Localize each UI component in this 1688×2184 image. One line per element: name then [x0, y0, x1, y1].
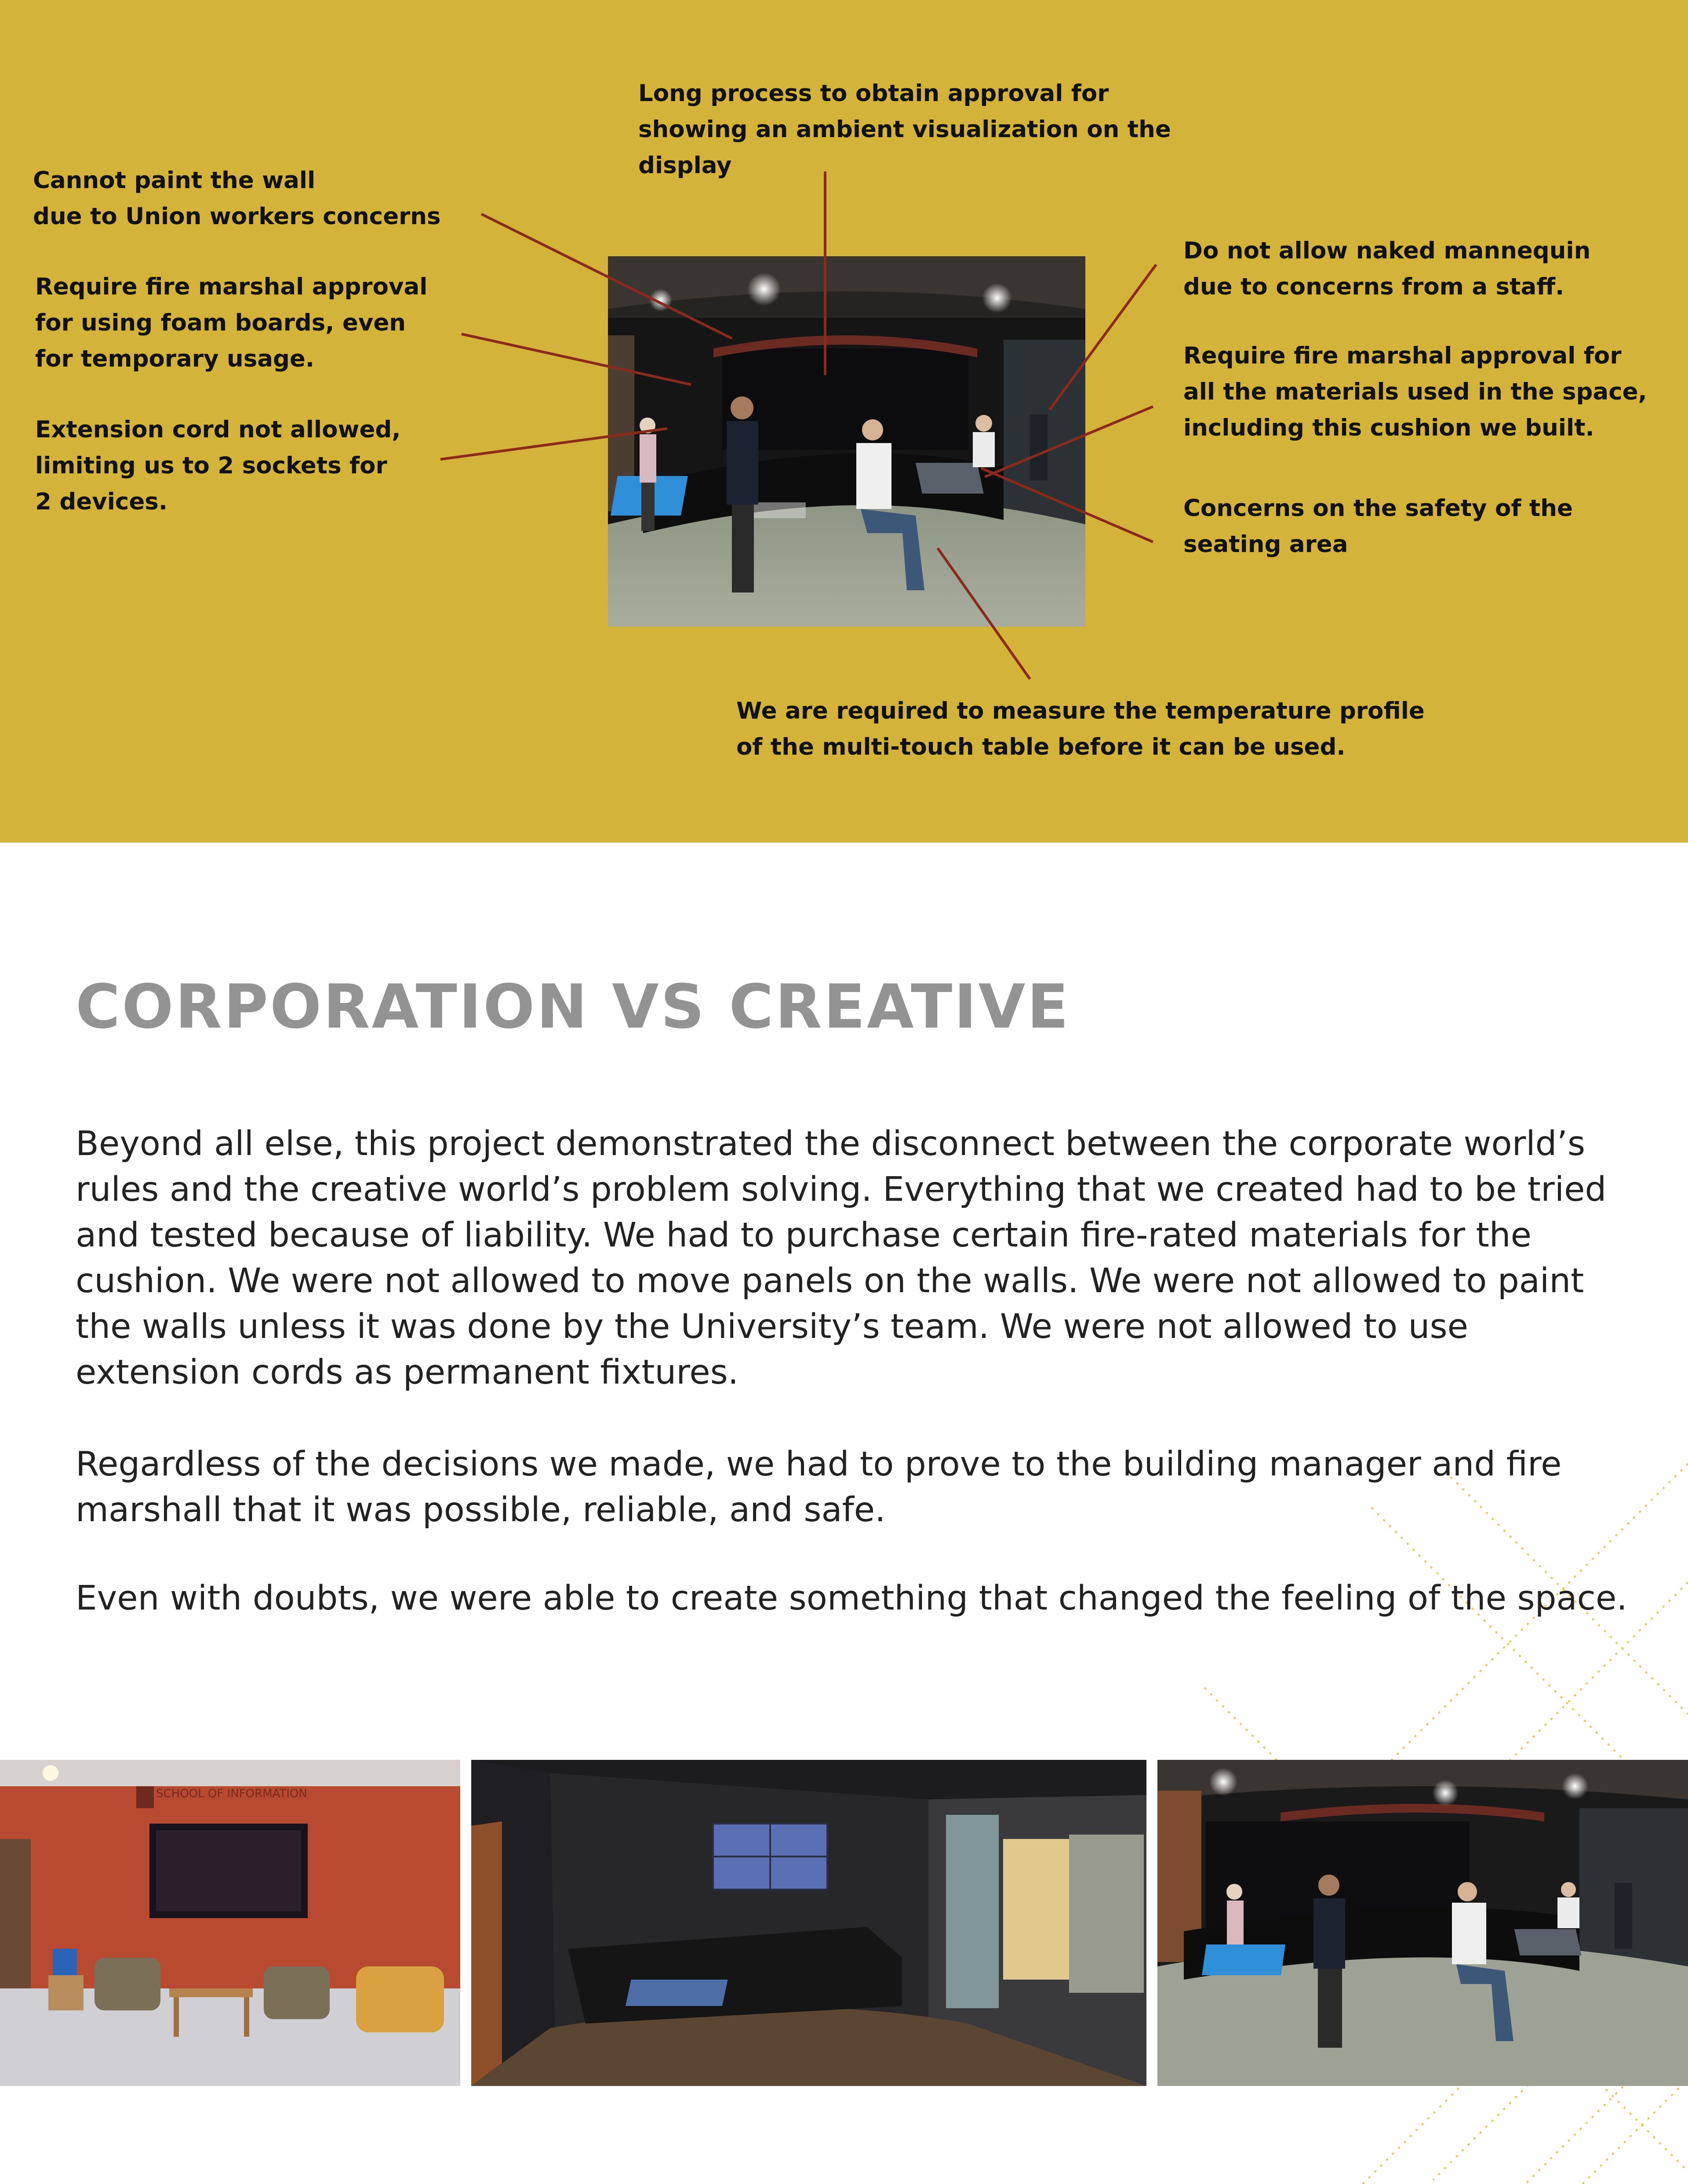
annotation-mannequin	[1183, 233, 1590, 305]
section-heading: CORPORATION VS CREATIVE	[76, 971, 1070, 1042]
annotation-cannot-paint-wall	[33, 163, 441, 235]
annotation-line: limiting us to 2 sockets for	[35, 452, 387, 479]
annotation-extension-cord	[35, 412, 401, 520]
annotation-line: Require fire marshal approval	[35, 273, 428, 300]
final-installation-photo	[1157, 1760, 1688, 2086]
annotation-approval-ambient-visualization	[638, 76, 1171, 184]
annotation-line: including this cushion we built.	[1183, 414, 1594, 441]
annotation-line: Require fire marshal approval for	[1183, 342, 1622, 369]
annotation-temperature-profile	[736, 693, 1425, 765]
annotation-line: 2 devices.	[35, 488, 167, 515]
body-paragraph: Regardless of the decisions we made, we had to prove to the building manager and fire marshall that it was possible, reliable, and safe.	[76, 1445, 1562, 1530]
body-paragraph: Even with doubts, we were able to create something that changed the feeling of the space.	[76, 1579, 1627, 1618]
photo-sign-text: SCHOOL OF INFORMATION	[156, 1787, 307, 1800]
annotation-line: for temporary usage.	[35, 345, 315, 372]
original-lobby-photo	[0, 1760, 460, 2086]
annotation-line: due to Union workers concerns	[33, 203, 441, 230]
annotation-seating-safety	[1183, 491, 1573, 563]
annotation-line: due to concerns from a staff.	[1183, 273, 1564, 300]
annotation-line: Concerns on the safety of the	[1183, 495, 1573, 522]
annotation-line: showing an ambient visualization on the	[638, 116, 1171, 143]
annotation-line: Long process to obtain approval for	[638, 80, 1109, 107]
annotation-line: for using foam boards, even	[35, 309, 406, 336]
annotation-line: all the materials used in the space,	[1183, 378, 1647, 405]
annotation-fire-marshal-foam-boards	[35, 269, 427, 377]
annotation-line: Cannot paint the wall	[33, 167, 316, 194]
annotation-line: We are required to measure the temperature profile	[736, 698, 1425, 724]
annotation-band	[0, 0, 1688, 843]
annotation-line: display	[638, 152, 732, 179]
annotation-line: of the multi-touch table before it can be used.	[736, 734, 1346, 760]
annotation-line: Do not allow naked mannequin	[1183, 237, 1591, 264]
body-paragraph: Beyond all else, this project demonstrated the disconnect between the corporate world’s rules and the creative world’s problem solving. Everything that we created had to be tried and tested because of liability. We had to purchase certain fire-rated materials for the cushion. We were not allowed to move panels on the walls. We were not allowed to paint the walls unless it was done by the University’s team. We were not allowed to use extension cords as permanent fixtures.	[76, 1124, 1607, 1392]
installation-photo	[608, 256, 1085, 627]
annotation-fire-marshal-materials	[1183, 338, 1647, 446]
annotation-line: seating area	[1183, 531, 1348, 558]
annotation-line: Extension cord not allowed,	[35, 416, 401, 443]
design-render-image	[471, 1760, 1146, 2086]
